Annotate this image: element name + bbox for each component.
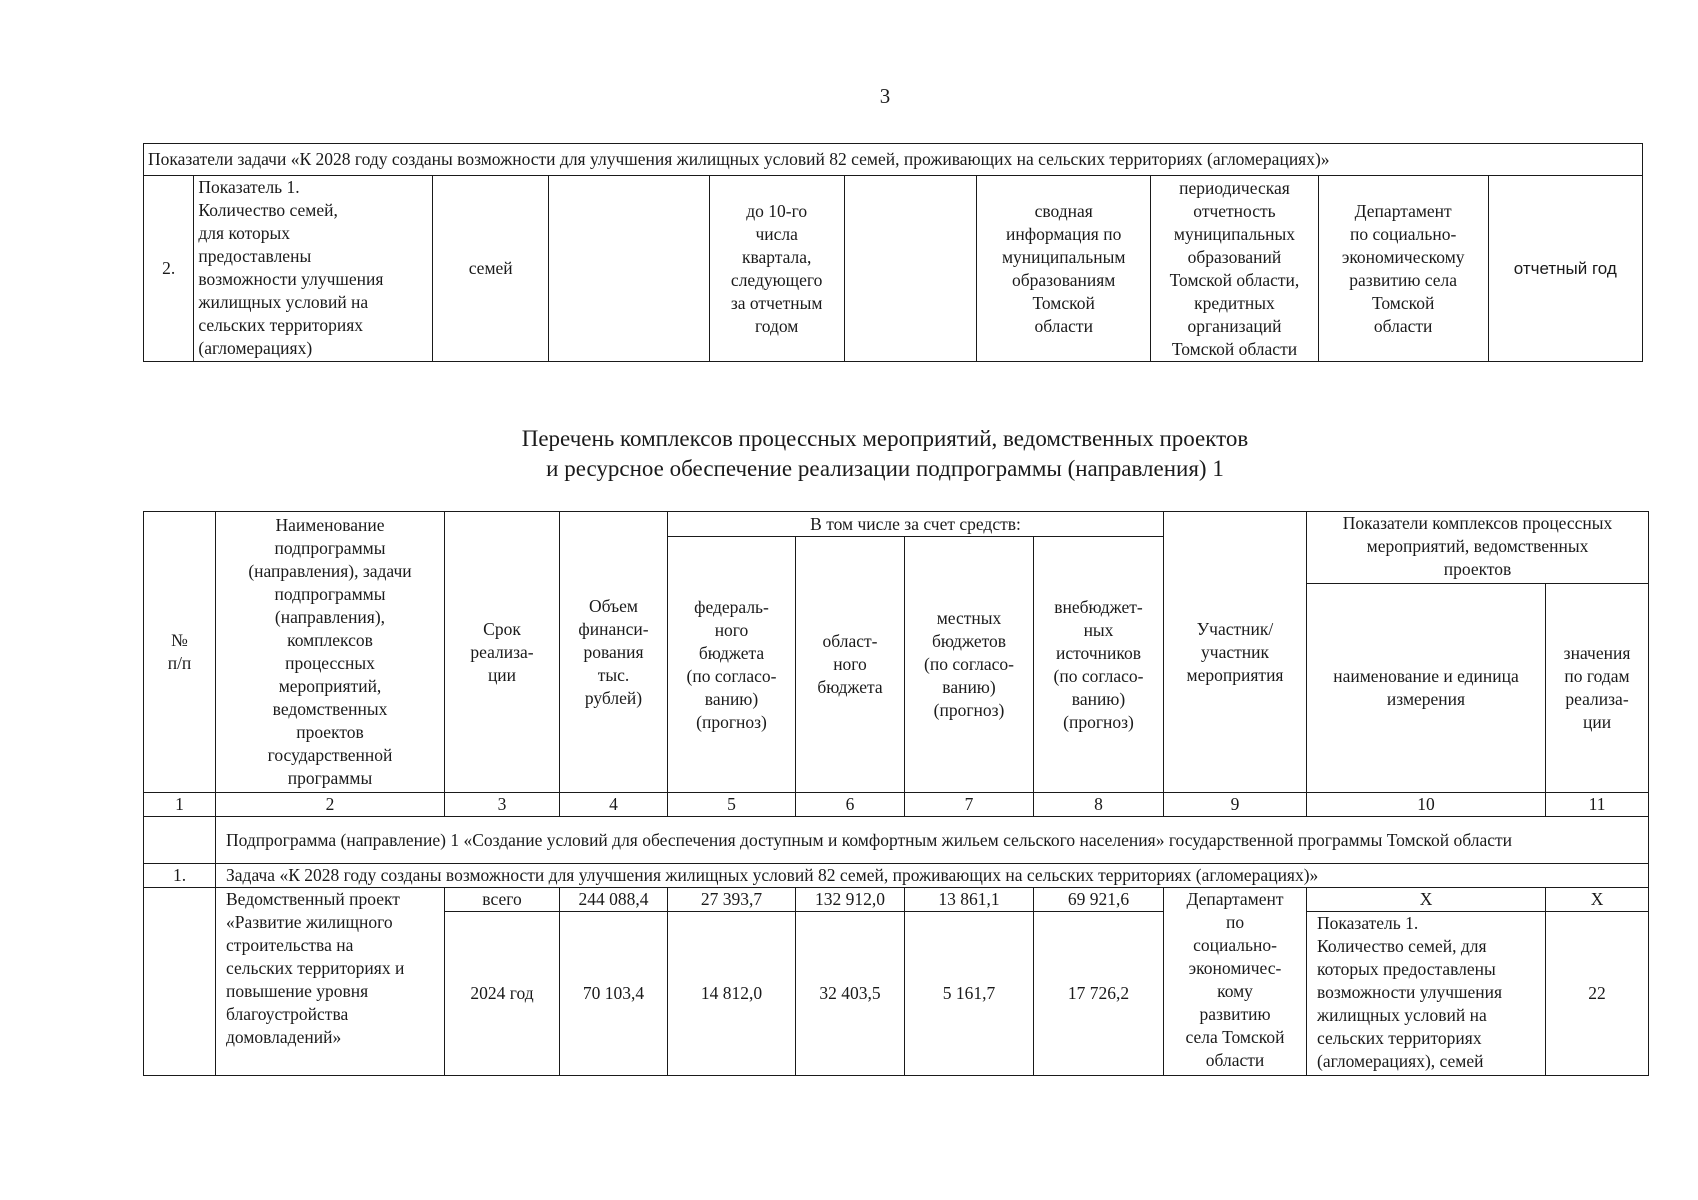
indicator-value-cell: X <box>1546 888 1649 912</box>
indicator-name: Показатель 1. Количество семей, для которых предоставлены возможности улучшения жилищных условий на сельских территориях (агломерациях) <box>194 176 433 362</box>
header-extra: внебюджет- ных источников (по согласо- ванию) (прогноз) <box>1034 537 1164 793</box>
header-indicator-values: значения по годам реализа- ции <box>1546 584 1649 793</box>
col-number: 4 <box>560 793 668 817</box>
federal-cell: 14 812,0 <box>668 912 796 1076</box>
col-number: 5 <box>668 793 796 817</box>
deadline-cell: до 10-го числа квартала, следующего за отчетным годом <box>709 176 844 362</box>
responsible-cell: Департамент по социально- экономическому развитию села Томской области <box>1318 176 1488 362</box>
empty-cell <box>844 176 977 362</box>
regional-cell: 32 403,5 <box>796 912 905 1076</box>
col-number: 3 <box>445 793 560 817</box>
col-number: 2 <box>216 793 445 817</box>
col-number: 6 <box>796 793 905 817</box>
header-indicators: Показатели комплексов процессных мероприятий, ведомственных проектов <box>1307 512 1649 584</box>
col-number: 8 <box>1034 793 1164 817</box>
source-cell: сводная информация по муниципальным образованиям Томской области <box>977 176 1151 362</box>
heading-line-2: и ресурсное обеспечение реализации подпрограммы (направления) 1 <box>546 456 1224 481</box>
header-num: № п/п <box>144 512 216 793</box>
header-regional: област- ного бюджета <box>796 537 905 793</box>
table-row <box>144 888 1649 912</box>
heading-line-1: Перечень комплексов процессных мероприятий, ведомственных проектов <box>521 426 1249 451</box>
local-cell: 5 161,7 <box>905 912 1034 1076</box>
project-name: Ведомственный проект «Развитие жилищного строительства на сельских территориях и повышение уровня благоустройства домовладений» <box>216 888 445 1076</box>
header-federal: федераль- ного бюджета (по согласо- ванию) (прогноз) <box>668 537 796 793</box>
indicator-name-cell: Показатель 1. Количество семей, для которых предоставлены возможности улучшения жилищных условий на сельских территориях (агломерациях), семей <box>1307 912 1546 1076</box>
task-indicators-header: Показатели задачи «К 2028 году созданы возможности для улучшения жилищных условий 82 семей, проживающих на сельских территориях (агломерациях)» <box>144 144 1643 176</box>
empty-cell <box>549 176 709 362</box>
term-cell: 2024 год <box>445 912 560 1076</box>
col-number: 7 <box>905 793 1034 817</box>
extra-cell: 69 921,6 <box>1034 888 1164 912</box>
col-number: 9 <box>1164 793 1307 817</box>
participant-cell: Департамент по социально- экономичес- кому развитию села Томской области <box>1164 888 1307 1076</box>
header-volume: Объем финанси- рования тыс. рублей) <box>560 512 668 793</box>
subprogram-title: Подпрограмма (направление) 1 «Создание условий для обеспечения доступным и комфортным жильем сельского населения» государственной программы Томской области <box>216 817 1649 864</box>
col-number: 1 <box>144 793 216 817</box>
task-number: 1. <box>144 864 216 888</box>
col-number: 10 <box>1307 793 1546 817</box>
table-row <box>144 176 1643 362</box>
table-row <box>144 817 1649 864</box>
empty-cell <box>144 817 216 864</box>
empty-cell <box>144 888 216 1076</box>
local-cell: 13 861,1 <box>905 888 1034 912</box>
row-number: 2. <box>144 176 194 362</box>
task-title: Задача «К 2028 году созданы возможности для улучшения жилищных условий 82 семей, проживающих на сельских территориях (агломерациях)» <box>216 864 1649 888</box>
section-heading <box>0 424 1698 484</box>
header-including: В том числе за счет средств: <box>668 512 1164 537</box>
indicator-name-cell: X <box>1307 888 1546 912</box>
header-participant: Участник/ участник мероприятия <box>1164 512 1307 793</box>
column-numbers-row <box>144 793 1649 817</box>
volume-cell: 244 088,4 <box>560 888 668 912</box>
term-cell: всего <box>445 888 560 912</box>
header-term: Срок реализа- ции <box>445 512 560 793</box>
resource-table <box>143 511 1649 1076</box>
indicators-table <box>143 143 1643 362</box>
reporting-cell: периодическая отчетность муниципальных образований Томской области, кредитных организаций Томской области <box>1151 176 1319 362</box>
extra-cell: 17 726,2 <box>1034 912 1164 1076</box>
header-local: местных бюджетов (по согласо- ванию) (прогноз) <box>905 537 1034 793</box>
indicator-value-cell: 22 <box>1546 912 1649 1076</box>
col-number: 11 <box>1546 793 1649 817</box>
header-name: Наименование подпрограммы (направления), задачи подпрограммы (направления), комплексов процессных мероприятий, ведомственных проектов государственной программы <box>216 512 445 793</box>
volume-cell: 70 103,4 <box>560 912 668 1076</box>
regional-cell: 132 912,0 <box>796 888 905 912</box>
indicator-unit: семей <box>433 176 549 362</box>
federal-cell: 27 393,7 <box>668 888 796 912</box>
period-cell: отчетный год <box>1488 176 1642 362</box>
table-row <box>144 864 1649 888</box>
header-indicator-name: наименование и единица измерения <box>1307 584 1546 793</box>
page-number: 3 <box>879 84 891 108</box>
